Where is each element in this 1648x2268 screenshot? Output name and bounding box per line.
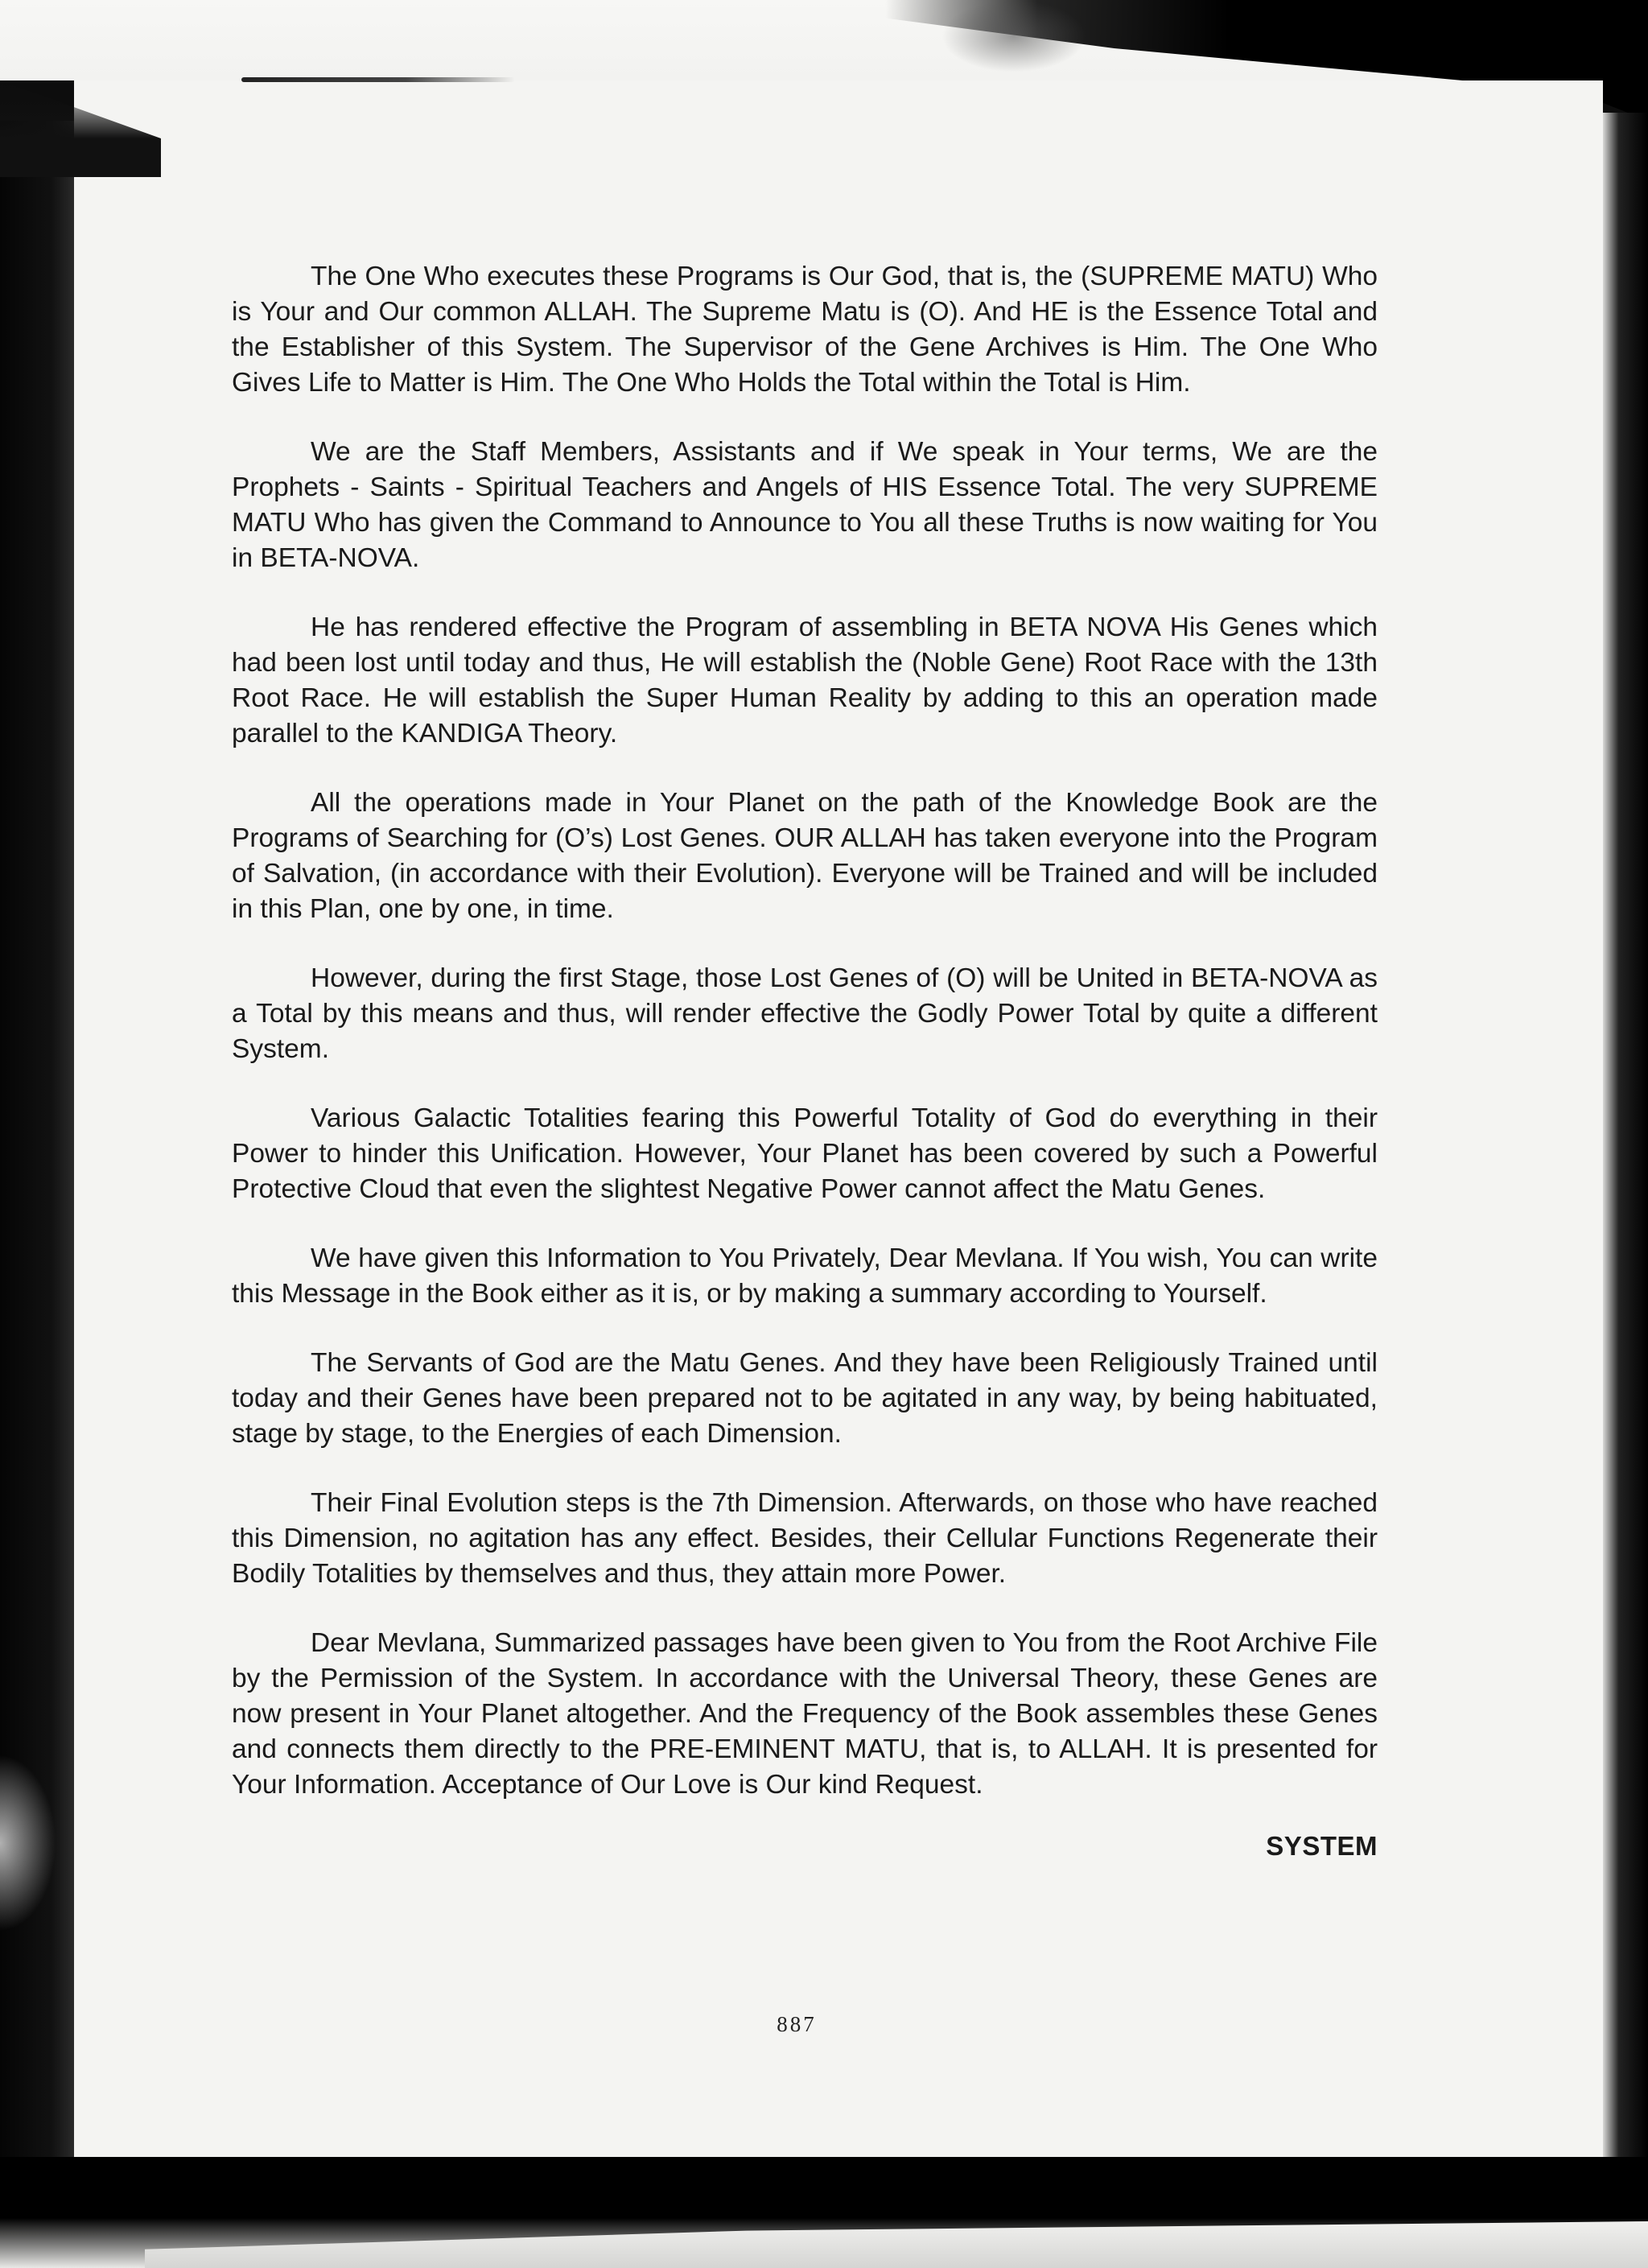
paragraph-9: Their Final Evolution steps is the 7th Dimension. Afterwards, on those who have reached this Dimension, no agitation has any effect. Besides, their Cellular Functions Regenerate their Bodily Totalities by themselves and thus, they attain more Power. xyxy=(232,1488,1378,1589)
scan-mark-top xyxy=(241,77,515,82)
page-edge-right xyxy=(1603,113,1648,2173)
page-body xyxy=(232,259,1378,1864)
paragraph-7: We have given this Information to You Privately, Dear Mevlana. If You wish, You can write this Message in the Book either as it is, or by making a summary according to Yourself. xyxy=(232,1243,1378,1309)
paragraph-1: The One Who executes these Programs is Our God, that is, the (SUPREME MATU) Who is Your and Our common ALLAH. The Supreme Matu is (O). And HE is the Essence Total and the Establisher of this System. The Supervisor of the Gene Archives is Him. The One Who Gives Life to Matter is Him. The One Who Holds the Total within the Total is Him. xyxy=(232,262,1378,398)
scan-flare-left xyxy=(0,1755,56,1932)
paragraph-2: We are the Staff Members, Assistants and if We speak in Your terms, We are the Prophets - Saints - Spiritual Teachers and Angels of HIS Essence Total. The very SUPREME MATU Who has given the Command to Announce to You all these Truths is now waiting for You in BETA-NOVA. xyxy=(232,437,1378,573)
scan-smudge xyxy=(941,0,1086,72)
paragraph-5: However, during the first Stage, those Lost Genes of (O) will be United in BETA-NOVA as a Total by this means and thus, will render effective the Godly Power Total by quite a different System. xyxy=(232,963,1378,1064)
paragraph-8: The Servants of God are the Matu Genes. And they have been Religiously Trained until today and their Genes have been prepared not to be agitated in any way, by being habituated, stage by stage, to the Energies of each Dimension. xyxy=(232,1348,1378,1449)
signature: SYSTEM xyxy=(1266,1831,1378,1861)
paragraph-10: Dear Mevlana, Summarized passages have been given to You from the Root Archive File by the Permission of the System. In accordance with the Universal Theory, these Genes are now present in Your Planet altogether. And the Frequency of the Book assembles these Genes and connects them directly to the PRE-EMINENT MATU, that is, to ALLAH. It is presented for Your Information. Acceptance of Our Love is Our kind Request. xyxy=(232,1628,1378,1800)
paragraph-4: All the operations made in Your Planet on the path of the Knowledge Book are the Programs of Searching for (O’s) Lost Genes. OUR ALLAH has taken everyone into the Program of Salvation, (in accordance with their Evolution). Everyone will be Trained and will be included in this Plan, one by one, in time. xyxy=(232,788,1378,924)
paragraph-3: He has rendered effective the Program of assembling in BETA NOVA His Genes which had been lost until today and thus, He will establish the (Noble Gene) Root Race with the 13th Root Race. He will establish the Super Human Reality by adding to this an operation made parallel to the KANDIGA Theory. xyxy=(232,612,1378,748)
paragraph-6: Various Galactic Totalities fearing this Powerful Totality of God do everything in their Power to hinder this Unification. However, Your Planet has been covered by such a Powerful Protective Cloud that even the slightest Negative Power cannot affect the Matu Genes. xyxy=(232,1103,1378,1204)
page-number: 887 xyxy=(777,2012,817,2036)
